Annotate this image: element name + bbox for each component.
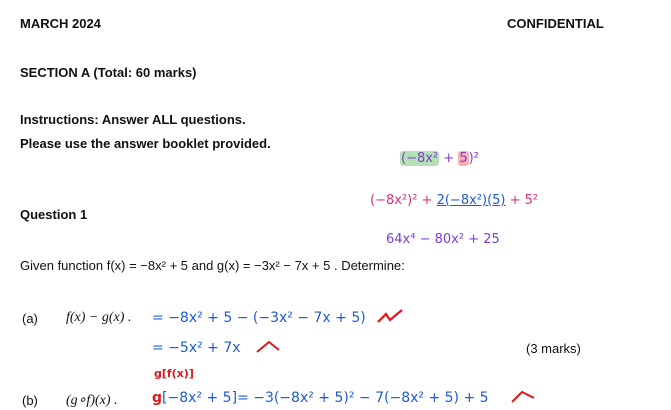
part-b-label: (b) <box>22 393 38 408</box>
green-highlight: (−8x² <box>401 151 439 166</box>
part-a-label: (a) <box>22 311 38 326</box>
question-title: Question 1 <box>20 207 88 222</box>
handwritten-a-line2: = −5x² + 7x <box>152 340 241 356</box>
handwritten-expansion-line2: (−8x²)² + 2(−8x²)(5) + 5² <box>370 193 539 208</box>
middle-term: 2(−8x²)(5) <box>436 193 506 208</box>
tick-mark-a1 <box>376 308 406 328</box>
header-classification: CONFIDENTIAL <box>507 16 604 31</box>
part-a-marks: (3 marks) <box>526 341 581 356</box>
part-a-expression: f(x) − g(x) . <box>66 310 132 325</box>
section-title: SECTION A (Total: 60 marks) <box>20 65 197 80</box>
question-stem: Given function f(x) = −8x² + 5 and g(x) = −3x² − 7x + 5 . Determine: <box>20 258 405 273</box>
handwritten-a-line1: = −8x² + 5 − (−3x² − 7x + 5) <box>152 310 366 326</box>
handwritten-expansion-line1: (−8x² + 5)² <box>401 151 479 166</box>
handwritten-b-annotation: g[f(x)] <box>154 367 194 380</box>
tick-mark-b1 <box>510 386 540 406</box>
part-b-expression: (g∘f)(x) . <box>66 393 118 408</box>
instructions-line2: Please use the answer booklet provided. <box>20 136 271 151</box>
handwritten-expansion-line3: 64x⁴ − 80x² + 25 <box>386 232 500 247</box>
instructions-line1: Instructions: Answer ALL questions. <box>20 112 246 127</box>
handwritten-b-line1: g[−8x² + 5]= −3(−8x² + 5)² − 7(−8x² + 5) + 5 <box>152 390 489 406</box>
header-date: MARCH 2024 <box>20 16 101 31</box>
tick-mark-a2 <box>255 338 285 356</box>
red-highlight: 5 <box>459 151 468 166</box>
